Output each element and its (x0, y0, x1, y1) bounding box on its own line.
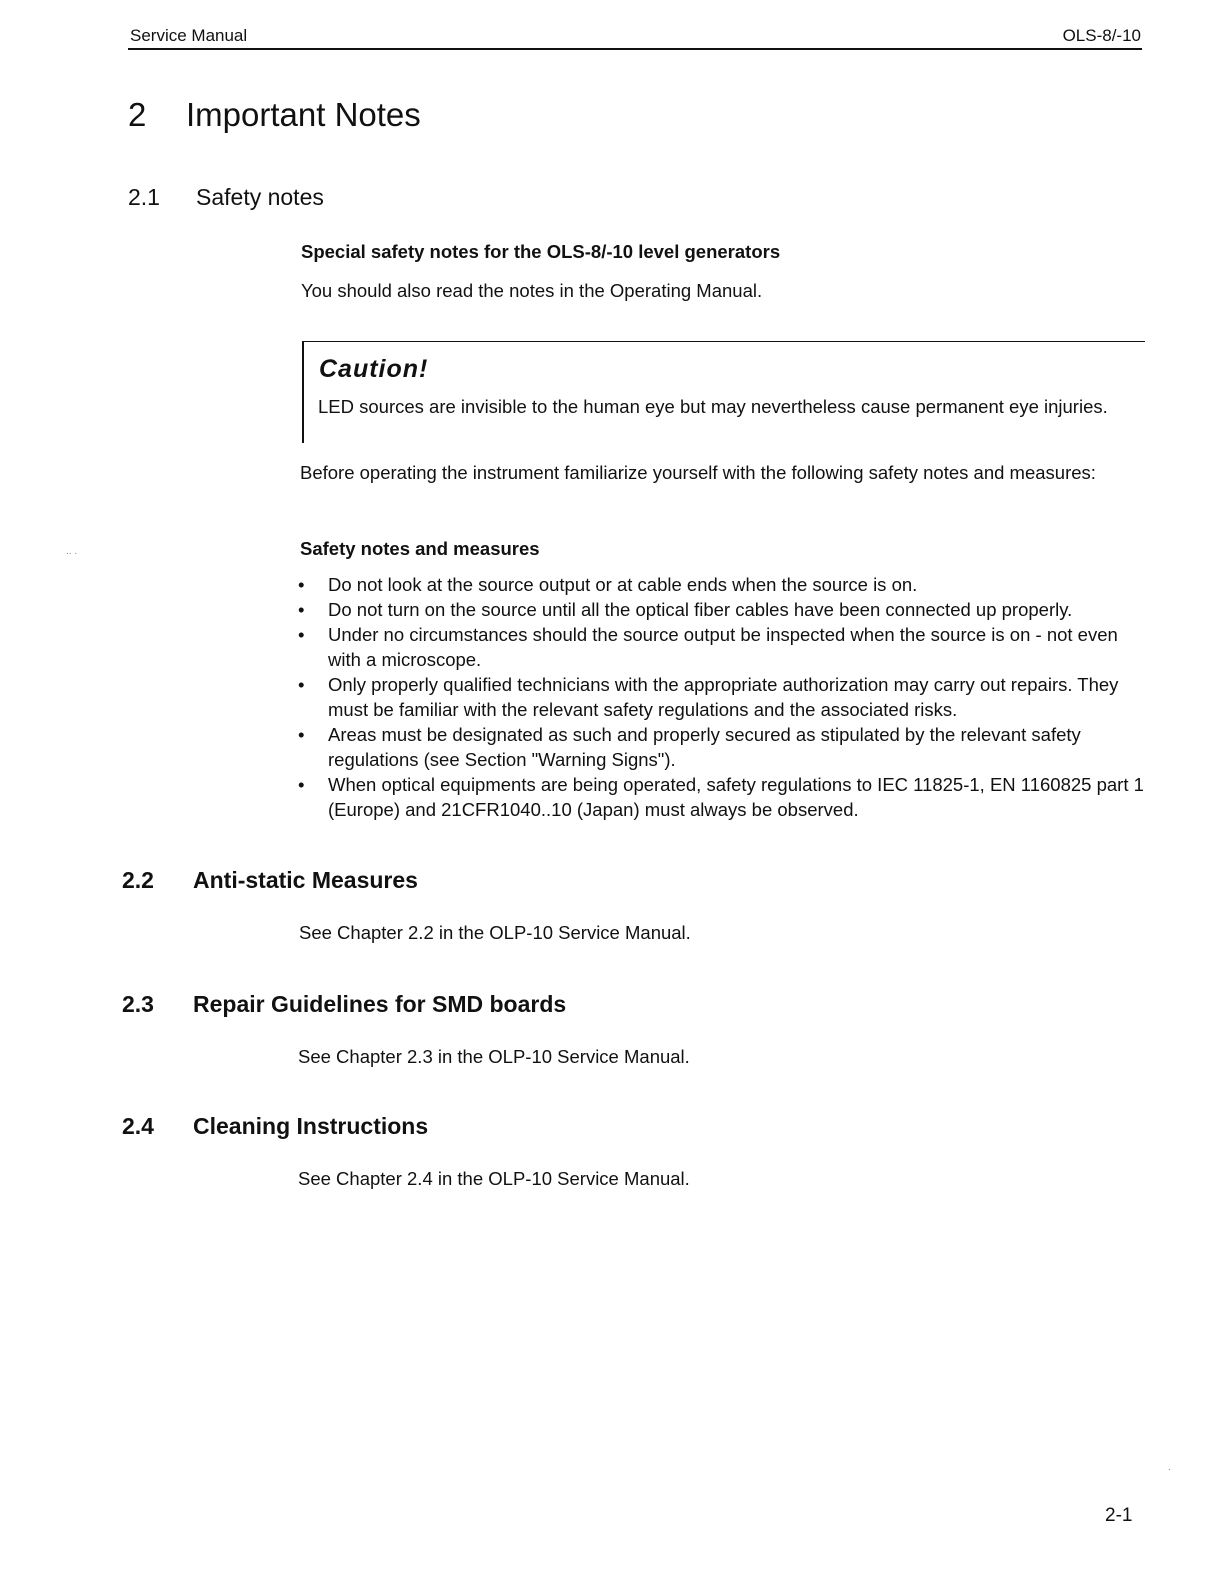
bullet-text: Areas must be designated as such and properly secured as stipulated by the relevant safety regulations (see Section "Warning Signs"). (328, 724, 1081, 770)
safety-subheading: Special safety notes for the OLS-8/-10 level generators (301, 241, 781, 262)
header-rule (128, 48, 1142, 50)
bullet-icon: • (298, 724, 305, 745)
bullet-icon: • (298, 624, 305, 645)
chapter-number: 2 (128, 96, 147, 133)
section-2-1-number: 2.1 (128, 184, 160, 210)
section-2-3-text: See Chapter 2.3 in the OLP-10 Service Manual. (298, 1046, 690, 1067)
measures-heading: Safety notes and measures (300, 538, 540, 559)
list-item (298, 722, 1148, 772)
before-operating-paragraph: Before operating the instrument familiarize yourself with the following safety notes and measures: (300, 462, 1096, 483)
section-2-4-title: Cleaning Instructions (193, 1113, 429, 1139)
caution-box-left-rule (302, 341, 304, 443)
list-item (298, 622, 1148, 672)
operating-manual-note: You should also read the notes in the Operating Manual. (301, 280, 763, 301)
bullet-icon: • (298, 574, 305, 595)
list-item (298, 572, 1148, 597)
bullet-icon: • (298, 774, 305, 795)
bullet-text: Only properly qualified technicians with the appropriate authorization may carry out repairs. They must be familiar with the relevant safety regulations and the associated risks. (328, 674, 1119, 720)
section-2-3-number: 2.3 (122, 991, 154, 1017)
safety-bullet-list (298, 572, 1148, 822)
list-item (298, 597, 1148, 622)
bullet-text: Do not turn on the source until all the optical fiber cables have been connected up properly. (328, 599, 1073, 620)
section-2-3-title: Repair Guidelines for SMD boards (193, 991, 567, 1017)
scan-speck: . (1168, 1462, 1171, 1473)
bullet-text: When optical equipments are being operated, safety regulations to IEC 11825-1, EN 1160825 part 1 (Europe) and 21CFR1040..10 (Japan) must always be observed. (328, 774, 1144, 820)
list-item (298, 772, 1148, 822)
bullet-text: Do not look at the source output or at cable ends when the source is on. (328, 574, 918, 595)
header-right-model: OLS-8/-10 (1062, 26, 1141, 45)
chapter-title: Important Notes (186, 96, 421, 133)
bullet-icon: • (298, 599, 305, 620)
page-number: 2-1 (1105, 1505, 1133, 1526)
bullet-icon: • (298, 674, 305, 695)
section-2-2-text: See Chapter 2.2 in the OLP-10 Service Manual. (299, 922, 691, 943)
section-2-2-number: 2.2 (122, 867, 154, 893)
section-2-4-text: See Chapter 2.4 in the OLP-10 Service Manual. (298, 1168, 690, 1189)
bullet-text: Under no circumstances should the source output be inspected when the source is on - not even with a microscope. (328, 624, 1118, 670)
caution-box-top-rule (302, 341, 1145, 342)
caution-text: LED sources are invisible to the human eye but may nevertheless cause permanent eye injuries. (318, 396, 1108, 417)
section-2-4-number: 2.4 (122, 1113, 154, 1139)
header-left-title: Service Manual (130, 26, 248, 45)
list-item (298, 672, 1148, 722)
scan-speck: .. . (66, 546, 78, 557)
section-2-1-title: Safety notes (196, 184, 324, 210)
caution-title: Caution! (319, 355, 429, 383)
section-2-2-title: Anti-static Measures (193, 867, 418, 893)
